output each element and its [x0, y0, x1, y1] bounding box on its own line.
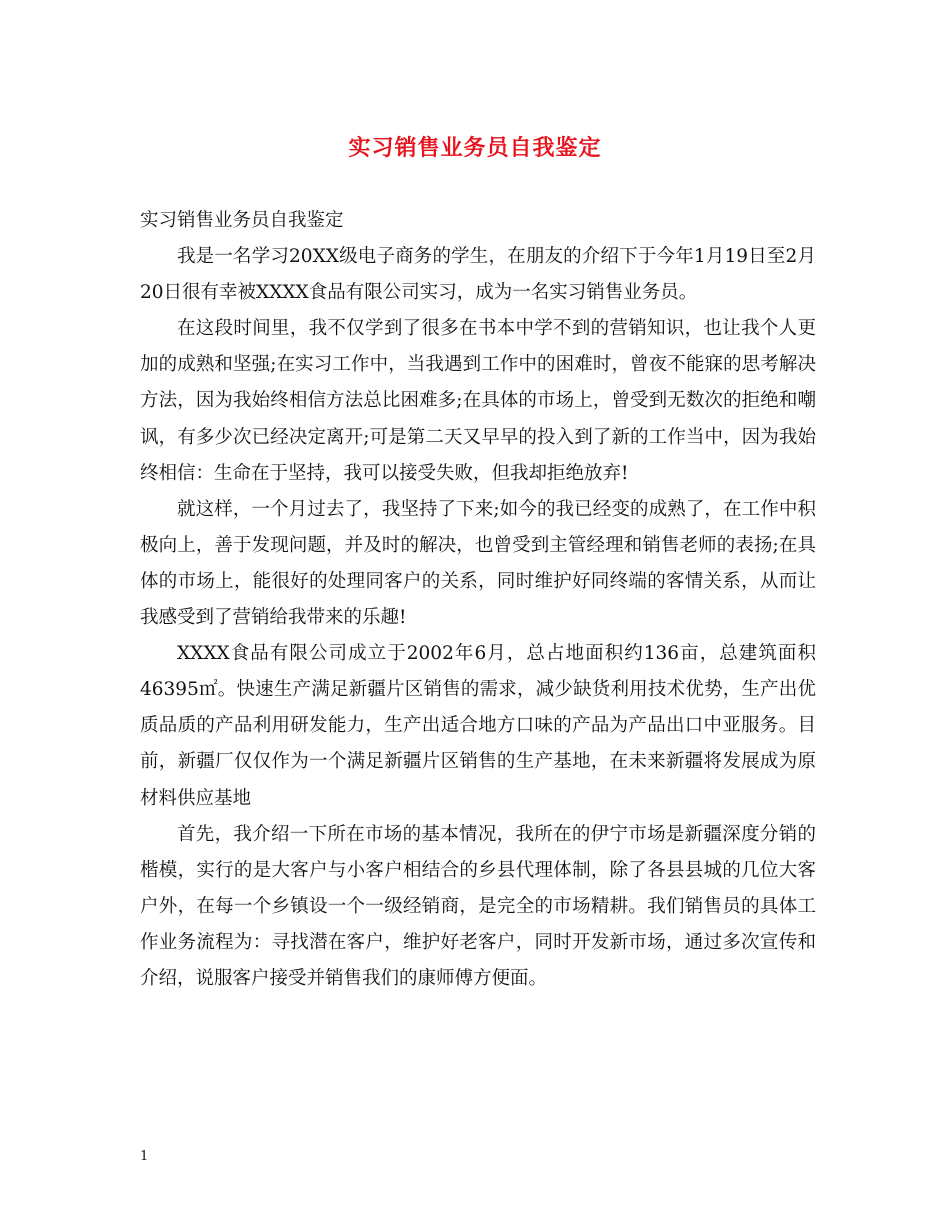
paragraph: 在这段时间里，我不仅学到了很多在书本中学不到的营销知识，也让我个人更加的成熟和坚强;在实习工作中，当我遇到工作中的困难时，曾夜不能寐的思考解决方法，因为我始终相信方法总比困难多;在具体的市场上，曾受到无数次的拒绝和嘲讽，有多少次已经决定离开;可是第二天又早早的投入到了新的工作当中，因为我始终相信：生命在于坚持，我可以接受失败，但我却拒绝放弃!: [140, 318, 816, 484]
document-subtitle: 实习销售业务员自我鉴定: [140, 210, 344, 231]
paragraph: 首先，我介绍一下所在市场的基本情况，我所在的伊宁市场是新疆深度分销的楷模，实行的是大客户与小客户相结合的乡县代理体制，除了各县县城的几位大客户外，在每一个乡镇设一个一级经销商，是完全的市场精耕。我们销售员的具体工作业务流程为：寻找潜在客户，维护好老客户，同时开发新市场，通过多次宣传和介绍，说服客户接受并销售我们的康师傅方便面。: [140, 823, 816, 989]
document-title: 实习销售业务员自我鉴定: [348, 135, 602, 161]
paragraph: XXXX食品有限公司成立于2002年6月，总占地面积约136亩，总建筑面积46395㎡。快速生产满足新疆片区销售的需求，减少缺货利用技术优势，生产出优质品质的产品利用研发能力，生产出适合地方口味的产品为产品出口中亚服务。目前，新疆厂仅仅作为一个满足新疆片区销售的生产基地，在未来新疆将发展成为原材料供应基地: [140, 643, 816, 809]
paragraph: 就这样，一个月过去了，我坚持了下来;如今的我已经变的成熟了，在工作中积极向上，善于发现问题，并及时的解决，也曾受到主管经理和销售老师的表扬;在具体的市场上，能很好的处理同客户的关系，同时维护好同终端的客情关系，从而让我感受到了营销给我带来的乐趣!: [140, 498, 816, 629]
document-body: [140, 203, 816, 997]
paragraph: 我是一名学习20XX级电子商务的学生，在朋友的介绍下于今年1月19日至2月20日很有幸被XXXX食品有限公司实习，成为一名实习销售业务员。: [140, 246, 816, 304]
page-number: 1: [140, 1149, 149, 1164]
